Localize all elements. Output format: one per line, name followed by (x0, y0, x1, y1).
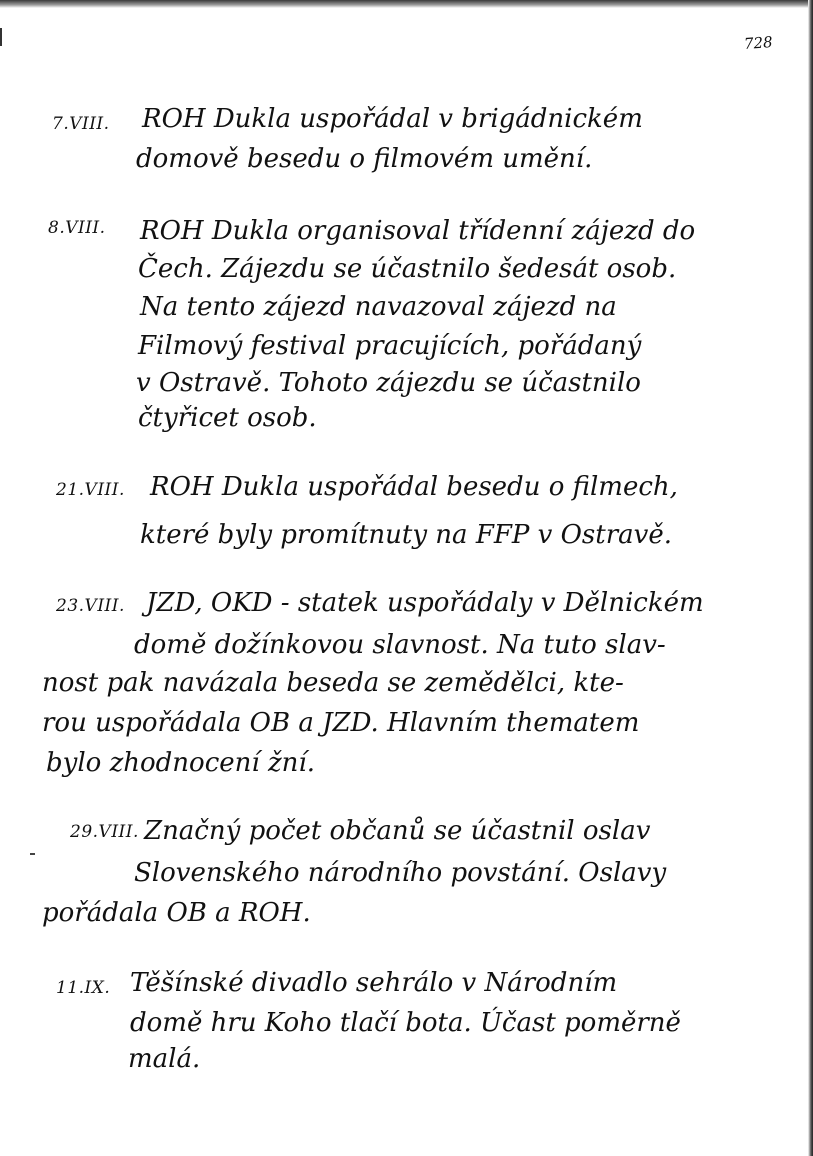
entry-text-line: které byly promítnuty na FFP v Ostravě. (140, 520, 672, 550)
entry-text-line: ROH Dukla uspořádal v brigádnickém (142, 104, 643, 134)
entry-text-line: rou uspořádala OB a JZD. Hlavním thematem (42, 708, 640, 738)
entry-text-line: domě hru Koho tlačí bota. Účast poměrně (130, 1008, 681, 1038)
stray-mark (30, 853, 35, 855)
entry-date: 21.VIII. (56, 480, 125, 500)
entry-date: 29.VIII. (70, 822, 139, 842)
entry-text-line: Slovenského národního povstání. Oslavy (134, 858, 667, 888)
entry-text-line: Na tento zájezd navazoval zájezd na (140, 292, 617, 322)
entry-date: 8.VIII. (48, 218, 106, 238)
entry-text-line: čtyřicet osob. (138, 403, 317, 433)
entry-text-line: domově besedu o filmovém umění. (136, 144, 593, 174)
scan-left-mark (0, 28, 2, 46)
entry-text-line: nost pak navázala beseda se zemědělci, kte- (42, 668, 624, 698)
entry-date: 7.VIII. (52, 114, 110, 134)
scan-right-edge (808, 0, 813, 1156)
entry-text-line: Čech. Zájezdu se účastnilo šedesát osob. (138, 254, 677, 284)
entry-text-line: domě dožínkovou slavnost. Na tuto slav- (134, 630, 666, 660)
entry-date: 23.VIII. (56, 596, 125, 616)
page-number: 728 (743, 33, 774, 53)
entry-text-line: ROH Dukla organisoval třídenní zájezd do (140, 216, 696, 246)
entry-text-line: Filmový festival pracujících, pořádaný (138, 331, 642, 361)
entry-text-line: bylo zhodnocení žní. (46, 748, 316, 778)
scan-top-edge (0, 0, 813, 8)
entry-text-line: Značný počet občanů se účastnil oslav (144, 816, 651, 846)
entry-text-line: ROH Dukla uspořádal besedu o filmech, (150, 472, 678, 502)
entry-text-line: Těšínské divadlo sehrálo v Národním (130, 968, 618, 998)
entry-text-line: JZD, OKD - statek uspořádaly v Dělnickém (146, 588, 704, 618)
entry-text-line: pořádala OB a ROH. (42, 898, 311, 928)
entry-date: 11.IX. (56, 978, 111, 998)
entry-text-line: malá. (128, 1044, 201, 1074)
entry-text-line: v Ostravě. Tohoto zájezdu se účastnilo (136, 368, 641, 398)
